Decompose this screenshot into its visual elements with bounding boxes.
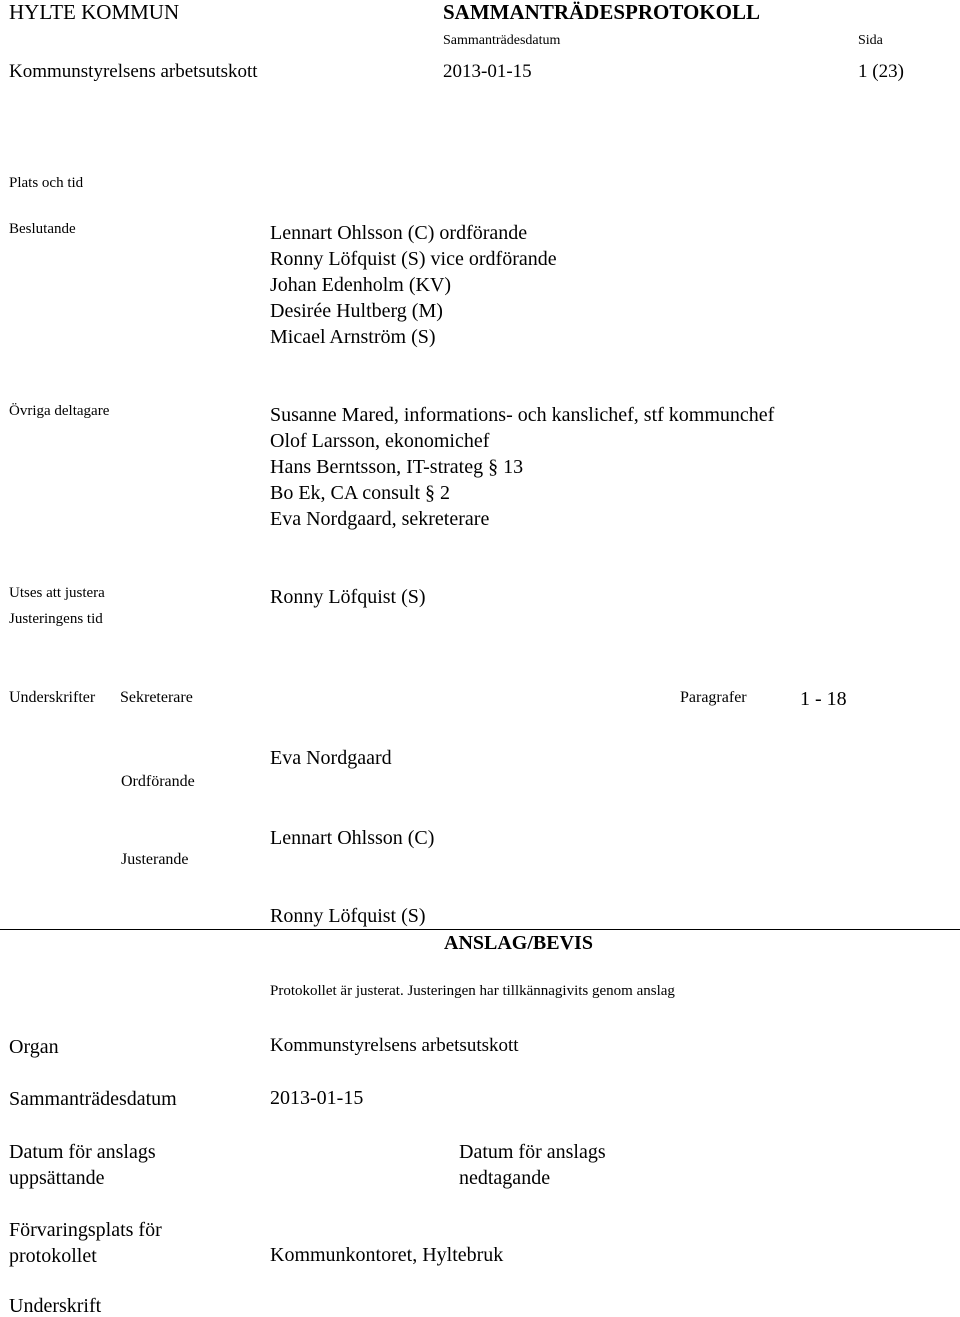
storage-location: Kommunkontoret, Hyltebruk [270, 1244, 504, 1266]
committee-name: Kommunstyrelsens arbetsutskott [9, 61, 258, 82]
posted-date-label-line: uppsättande [9, 1167, 105, 1189]
signature-label: Underskrift [9, 1295, 102, 1317]
paragraphs-range: 1 - 18 [800, 688, 847, 710]
page-label: Sida [858, 33, 883, 48]
notice-statement: Protokollet är justerat. Justeringen har tillkännagivits genom anslag [270, 983, 675, 999]
storage-label [9, 1217, 162, 1269]
list-item: Johan Edenholm (KV) [270, 274, 452, 296]
removed-date-label-line: nedtagande [459, 1167, 551, 1189]
place-time-label: Plats och tid [9, 175, 84, 191]
document-type: SAMMANTRÄDESPROTOKOLL [443, 0, 760, 24]
storage-label-line: protokollet [9, 1245, 97, 1267]
chair-name: Lennart Ohlsson (C) [270, 827, 435, 849]
list-item: Bo Ek, CA consult § 2 [270, 482, 451, 504]
removed-date-label-line: Datum för anslags [459, 1141, 606, 1163]
list-item: Olof Larsson, ekonomichef [270, 430, 490, 452]
adjustment-time-label: Justeringens tid [9, 611, 103, 627]
removed-date-label [459, 1139, 606, 1191]
notice-date-label: Sammanträdesdatum [9, 1088, 177, 1110]
posted-date-label [9, 1139, 156, 1191]
adjuster-selected-label: Utses att justera [9, 585, 105, 601]
secretary-label: Sekreterare [120, 689, 193, 706]
signatures-label: Underskrifter [9, 689, 96, 706]
organ-label: Organ [9, 1036, 59, 1058]
adjuster-signature-label: Justerande [121, 851, 189, 868]
notice-title: ANSLAG/BEVIS [444, 932, 593, 954]
list-item: Hans Berntsson, IT-strateg § 13 [270, 456, 524, 478]
list-item: Eva Nordgaard, sekreterare [270, 508, 490, 530]
deciding-list [270, 220, 557, 350]
list-item: Susanne Mared, informations- och kanslichef, stf kommunchef [270, 404, 775, 426]
adjuster-signature-name: Ronny Löfquist (S) [270, 905, 426, 927]
organ-value: Kommunstyrelsens arbetsutskott [270, 1035, 519, 1056]
notice-date-value: 2013-01-15 [270, 1087, 364, 1109]
other-participants-list [270, 402, 774, 532]
municipality-name: HYLTE KOMMUN [9, 0, 180, 24]
list-item: Desirée Hultberg (M) [270, 300, 443, 322]
page-number: 1 (23) [858, 61, 904, 82]
adjuster-name: Ronny Löfquist (S) [270, 586, 426, 608]
storage-label-line: Förvaringsplats för [9, 1219, 162, 1241]
other-participants-label: Övriga deltagare [9, 403, 110, 419]
list-item: Micael Arnström (S) [270, 326, 436, 348]
list-item: Lennart Ohlsson (C) ordförande [270, 222, 528, 244]
secretary-name: Eva Nordgaard [270, 747, 392, 769]
section-divider [0, 929, 960, 930]
meeting-date: 2013-01-15 [443, 61, 532, 82]
list-item: Ronny Löfquist (S) vice ordförande [270, 248, 557, 270]
posted-date-label-line: Datum för anslags [9, 1141, 156, 1163]
meeting-date-label: Sammanträdesdatum [443, 33, 561, 48]
chair-label: Ordförande [121, 773, 195, 790]
paragraphs-label: Paragrafer [680, 689, 747, 706]
deciding-label: Beslutande [9, 221, 76, 237]
